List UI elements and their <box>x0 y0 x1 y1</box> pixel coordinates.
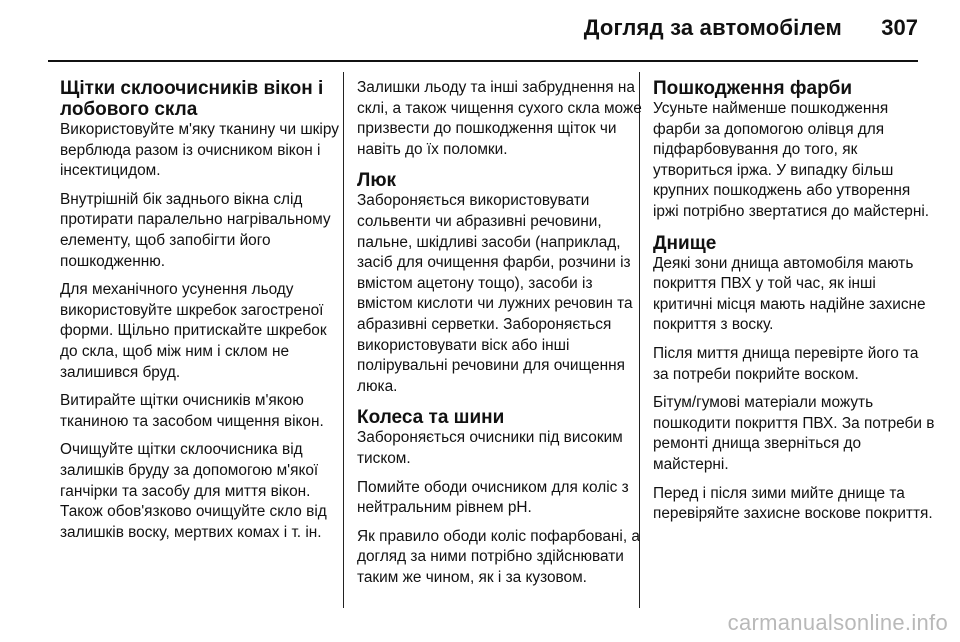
section-heading: Днище <box>653 232 717 254</box>
paragraph: Бітум/гумові матеріали можуть пошкодити покриття ПВХ. За потреби в ремонті днища зверніться до майстерні. <box>653 394 935 473</box>
paragraph: Після миття днища перевірте його та за потреби покрийте воском. <box>653 344 919 383</box>
paragraph: Витирайте щітки очисників м'якою тканиною та засобом чищення вікон. <box>60 392 324 430</box>
section-heading: Щітки склоочисників вікон і лобового скла <box>60 78 324 120</box>
paragraph: Внутрішній бік заднього вікна слід протирати паралельно нагрівальному елементу, щоб запобігти його пошкодженню. <box>60 190 331 270</box>
paragraph: Деякі зони днища автомобіля мають покриття ПВХ у той час, як інші критичні місця мають надійне захисне покриття з воску. <box>653 254 926 334</box>
header-divider <box>48 60 918 62</box>
section-sunroof <box>357 170 642 397</box>
paragraph: Усуньте найменше пошкодження фарби за допомогою олівця для підфарбовування до того, як утвориться іржа. У випадку більш крупних пошкоджень або утворення іржі потрібно звертатися до майстерні. <box>653 100 930 220</box>
paragraph: Забороняється очисники під високим тиском. <box>357 429 623 467</box>
section-wiper-continuation <box>357 78 642 160</box>
page-header <box>0 0 960 62</box>
section-heading: Колеса та шини <box>357 407 505 429</box>
paragraph: Забороняється використовувати сольвенти чи абразивні речовини, пальне, шкідливі засоби (наприклад, засіб для очищення фарби, розчини із вмістом ацетону тощо), засоби із вмістом кислоти чи лужних речовин та абразивні серветки. Забороняється використовувати віск або інші полірувальні речовини для очищення люка. <box>357 192 633 395</box>
paragraph: Помийте ободи очисником для коліс з нейтральним рівнем pH. <box>357 478 629 517</box>
text-column-3 <box>653 68 938 608</box>
section-underbody <box>653 233 938 525</box>
text-column-2 <box>357 68 642 608</box>
section-heading: Люк <box>357 170 397 192</box>
page-number: 307 <box>881 15 918 40</box>
paragraph: Як правило ободи коліс пофарбовані, а догляд за ними потрібно здійснювати таким же чином, як і за кузовом. <box>357 527 640 586</box>
section-paint-damage <box>653 78 938 223</box>
section-wiper-blades <box>60 78 345 543</box>
paragraph: Очищуйте щітки склоочисника від залишків бруду за допомогою м'якої ганчірки та засобу для миття вікон. Також обов'язково очищуйте скло від залишків воску, мертвих комах і т. ін. <box>60 441 327 541</box>
section-heading: Пошкодження фарби <box>653 78 853 99</box>
page-title: Догляд за автомобілем <box>583 15 842 40</box>
paragraph: Перед і після зими мийте днище та перевіряйте захисне воскове покриття. <box>653 484 933 523</box>
paragraph: Залишки льоду та інші забруднення на склі, а також чищення сухого скла може призвести до пошкодження щіток чи навіть до їх поломки. <box>357 79 642 158</box>
section-wheels-tires <box>357 407 642 588</box>
text-column-1 <box>60 68 345 608</box>
paragraph: Для механічного усунення льоду використовуйте шкребок загостреної форми. Щільно притискайте шкребок до скла, щоб між ним і склом не залишився бруд. <box>60 281 327 381</box>
watermark: carmanualsonline.info <box>727 610 948 635</box>
paragraph: Використовуйте м'яку тканину чи шкіру верблюда разом із очисником вікон і інсектицидом. <box>60 121 339 180</box>
